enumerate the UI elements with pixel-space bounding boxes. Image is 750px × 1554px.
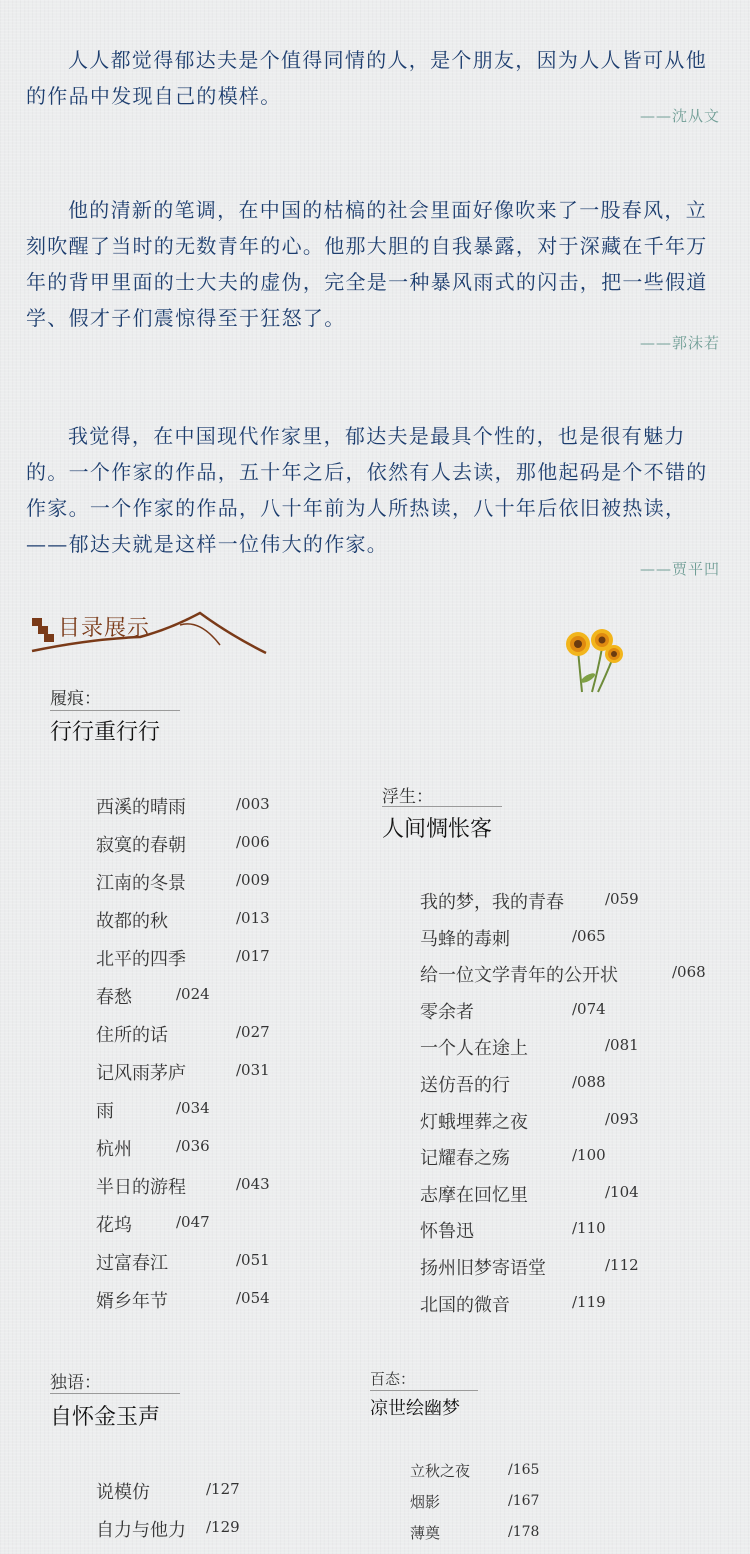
toc-item-title: 春愁	[96, 987, 132, 1008]
toc-item-page: /043	[236, 1175, 270, 1193]
toc-item	[96, 1021, 356, 1059]
toc-item-title: 寂寞的春朝	[96, 835, 186, 856]
toc-item-title: 故都的秋	[96, 911, 168, 932]
toc-item-page: /129	[206, 1518, 240, 1536]
toc-item-title: 给一位文学青年的公开状	[420, 965, 618, 987]
toc-item-title: 住所的话	[96, 1025, 168, 1046]
category-title-1: 行行重行行	[50, 720, 161, 745]
toc-item-page: /081	[605, 1036, 639, 1055]
toc-item-page: /119	[572, 1292, 606, 1311]
toc-item	[420, 998, 740, 1035]
toc-item	[96, 831, 356, 869]
toc-item	[420, 888, 740, 925]
toc-item-page: /167	[508, 1493, 540, 1509]
quote-author-1: ——沈从文	[639, 107, 720, 125]
toc-item-title: 立秋之夜	[410, 1462, 471, 1480]
quote-author-2: ——郭沫若	[639, 334, 720, 352]
toc-item-title: 自力与他力	[96, 1520, 186, 1541]
toc-item-page: /088	[572, 1072, 606, 1091]
toc-item-title: 北平的四季	[96, 949, 186, 970]
toc-item	[420, 1254, 740, 1291]
toc-item	[420, 1071, 740, 1108]
toc-item-page: /054	[236, 1289, 270, 1307]
toc-item-page: /178	[508, 1524, 540, 1540]
toc-item	[420, 925, 740, 962]
toc-item-page: /112	[605, 1255, 639, 1274]
toc-item-page: /027	[236, 1023, 270, 1041]
category-divider-2	[382, 806, 502, 807]
toc-item	[96, 1249, 356, 1287]
toc-item-page: /165	[508, 1462, 540, 1478]
toc-item-page: /047	[176, 1213, 210, 1231]
toc-item-title: 马蜂的毒刺	[420, 928, 510, 950]
toc-item	[96, 1059, 356, 1097]
toc-item-title: 过富春江	[96, 1253, 168, 1274]
toc-item	[96, 869, 356, 907]
toc-item	[96, 983, 356, 1021]
toc-item	[96, 793, 356, 831]
quote-text-1: 人人都觉得郁达夫是个值得同情的人，是个朋友，因为人人皆可从他的作品中发现自己的模样。	[26, 48, 707, 108]
quote-author-3: ——贾平凹	[639, 560, 720, 578]
category-divider-4	[370, 1390, 478, 1391]
toc-item-title: 雨	[96, 1101, 114, 1122]
toc-item	[96, 1516, 356, 1554]
toc-item	[420, 1034, 740, 1071]
category-divider-3	[50, 1393, 180, 1394]
toc-item-title: 北国的微音	[420, 1294, 510, 1316]
toc-item-page: /017	[236, 947, 270, 965]
toc-item-title: 一个人在途上	[420, 1038, 528, 1060]
category-subtitle-3: 独语：	[50, 1373, 101, 1393]
toc-item-page: /024	[176, 985, 210, 1003]
toc-item-page: /110	[572, 1219, 606, 1238]
toc-item-page: /051	[236, 1251, 270, 1269]
toc-item-title: 西溪的晴雨	[96, 797, 186, 818]
toc-item-title: 烟影	[410, 1493, 441, 1511]
toc-item-title: 说模仿	[96, 1482, 150, 1503]
category-subtitle-2: 浮生：	[382, 787, 433, 807]
section-title: 目录展示	[58, 616, 151, 641]
toc-item	[420, 1181, 740, 1218]
toc-item-page: /065	[572, 926, 606, 945]
toc-item-page: /059	[605, 890, 639, 908]
toc-item	[410, 1460, 670, 1491]
toc-list-1	[96, 793, 356, 1325]
toc-item-page: /093	[605, 1109, 639, 1128]
toc-item-title: 灯蛾埋葬之夜	[420, 1111, 528, 1133]
toc-item-page: /006	[236, 833, 270, 851]
toc-item	[96, 1287, 356, 1325]
toc-item-title: 花坞	[96, 1215, 132, 1236]
toc-item	[96, 1478, 356, 1516]
toc-item	[96, 1097, 356, 1135]
toc-item-page: /009	[236, 871, 270, 889]
toc-item-page: /003	[236, 795, 270, 813]
toc-list-3	[96, 1478, 356, 1554]
toc-item	[420, 1108, 740, 1145]
toc-item-page: /068	[672, 963, 706, 982]
toc-list-2	[420, 888, 740, 1327]
toc-item	[96, 1135, 356, 1173]
category-title-3: 自怀金玉声	[50, 1405, 161, 1430]
toc-item-title: 送仿吾的行	[420, 1074, 510, 1096]
toc-item	[96, 907, 356, 945]
toc-item	[96, 1173, 356, 1211]
toc-list-4	[410, 1460, 670, 1553]
toc-item-page: /013	[236, 909, 270, 927]
category-title-2: 人间惆怅客	[382, 817, 493, 842]
quote-text-2: 他的清新的笔调，在中国的枯槁的社会里面好像吹来了一股春风，立刻吹醒了当时的无数青年的心。他那大胆的自我暴露，对于深藏在千年万年的背甲里面的士大夫的虚伪，完全是一种暴风雨式的闪击，把一些假道学、假才子们震惊得至于狂怒了。	[26, 198, 708, 330]
toc-item-page: /036	[176, 1137, 210, 1155]
toc-item-title: 记耀春之殇	[420, 1148, 510, 1170]
toc-item-page: /034	[176, 1099, 210, 1117]
quote-text-3: 我觉得，在中国现代作家里，郁达夫是最具个性的，也是很有魅力的。一个作家的作品，五十年之后，依然有人去读，那他起码是个不错的作家。一个作家的作品，八十年前为人所热读，八十年后依旧被热读，——郁达夫就是这样一位伟大的作家。	[26, 424, 708, 556]
toc-item-page: /127	[206, 1480, 240, 1498]
toc-item-page: /031	[236, 1061, 270, 1079]
toc-item-page: /100	[572, 1146, 606, 1165]
toc-item	[96, 945, 356, 983]
toc-item-title: 零余者	[420, 1001, 474, 1023]
category-subtitle-1: 履痕：	[50, 689, 101, 709]
toc-item-title: 江南的冬景	[96, 873, 186, 894]
toc-item	[420, 1217, 740, 1254]
section-header	[30, 605, 270, 665]
sunflower-icon	[550, 620, 630, 695]
toc-item	[420, 961, 740, 998]
toc-item-title: 杭州	[96, 1139, 132, 1160]
toc-item-title: 怀鲁迅	[420, 1221, 474, 1243]
toc-item	[410, 1522, 670, 1553]
toc-item-title: 半日的游程	[96, 1177, 186, 1198]
toc-item-page: /074	[572, 999, 606, 1018]
toc-item-title: 薄奠	[410, 1524, 441, 1542]
toc-item	[420, 1144, 740, 1181]
toc-item-page: /104	[605, 1182, 639, 1201]
toc-item-title: 记风雨茅庐	[96, 1063, 186, 1084]
toc-item	[420, 1291, 740, 1328]
toc-item-title: 婿乡年节	[96, 1291, 168, 1312]
toc-item	[410, 1491, 670, 1522]
category-title-4: 凉世绘幽梦	[370, 1398, 460, 1419]
toc-item	[96, 1211, 356, 1249]
toc-item-title: 志摩在回忆里	[420, 1184, 528, 1206]
toc-item-title: 我的梦，我的青春	[420, 892, 564, 913]
category-subtitle-4: 百态：	[370, 1370, 416, 1388]
category-divider-1	[50, 710, 180, 711]
toc-item-title: 扬州旧梦寄语堂	[420, 1257, 546, 1279]
